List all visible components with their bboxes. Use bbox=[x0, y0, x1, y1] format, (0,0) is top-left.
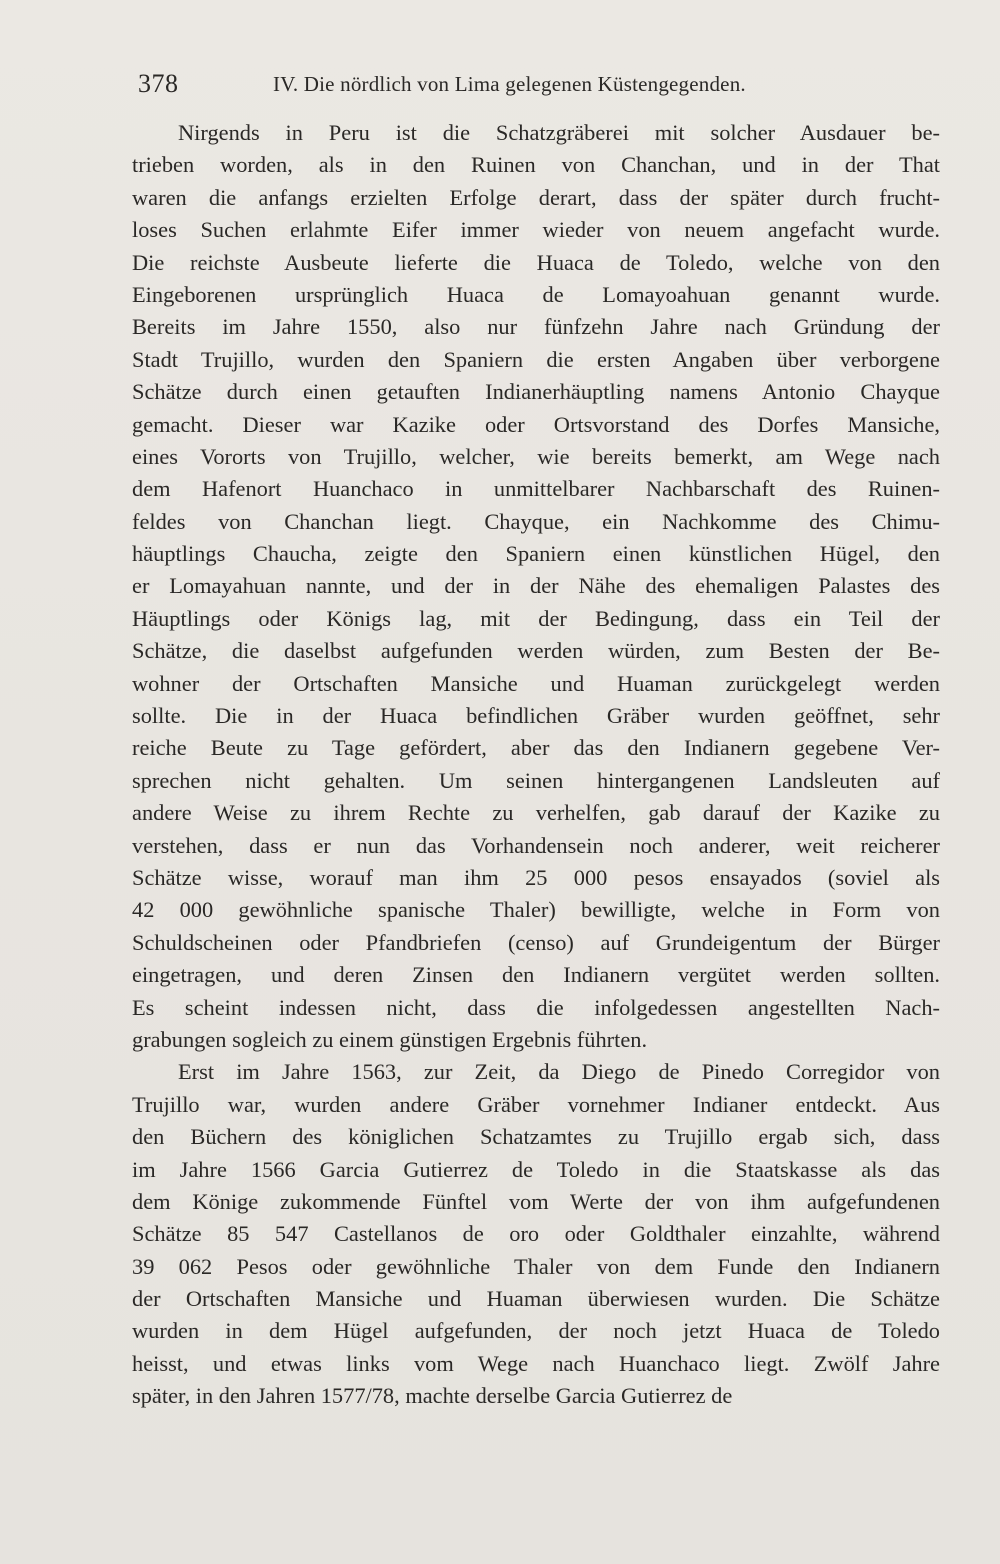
text-line: heisst, und etwas links vom Wege nach Huanchaco liegt. Zwölf Jahre bbox=[132, 1350, 940, 1376]
text-line: Stadt Trujillo, wurden den Spaniern die ersten Angaben über verborgene bbox=[132, 346, 940, 372]
text-line: sprechen nicht gehalten. Um seinen hintergangenen Landsleuten auf bbox=[132, 767, 940, 793]
text-line: Es scheint indessen nicht, dass die infolgedessen angestellten Nach- bbox=[132, 994, 940, 1020]
text-line: gemacht. Dieser war Kazike oder Ortsvorstand des Dorfes Mansiche, bbox=[132, 411, 940, 437]
text-line: Nirgends in Peru ist die Schatzgräberei mit solcher Ausdauer be- bbox=[178, 120, 940, 145]
text-line: feldes von Chanchan liegt. Chayque, ein Nachkomme des Chimu- bbox=[132, 508, 940, 534]
text-line: wohner der Ortschaften Mansiche und Huaman zurückgelegt werden bbox=[132, 670, 940, 696]
text-line: Schätze 85 547 Castellanos de oro oder Goldthaler einzahlte, während bbox=[132, 1221, 940, 1247]
text-line: Erst im Jahre 1563, zur Zeit, da Diego de Pinedo Corregidor von bbox=[178, 1059, 940, 1085]
text-line: grabungen sogleich zu einem günstigen Ergebnis führten. bbox=[132, 1026, 648, 1052]
text-line: trieben worden, als in den Ruinen von Chanchan, und in der That bbox=[132, 152, 940, 178]
page-number: 378 bbox=[138, 69, 179, 98]
text-line: verstehen, dass er nun das Vorhandensein noch anderer, weit reicherer bbox=[132, 832, 940, 858]
running-head bbox=[138, 64, 950, 104]
text-line: sollte. Die in der Huaca befindlichen Gräber wurden geöffnet, sehr bbox=[132, 703, 940, 729]
text-line: waren die anfangs erzielten Erfolge derart, dass der später durch frucht- bbox=[132, 184, 940, 210]
text-line: reiche Beute zu Tage gefördert, aber das den Indianern gegebene Ver- bbox=[132, 735, 940, 761]
paragraph bbox=[132, 1056, 940, 1412]
text-line: häuptlings Chaucha, zeigte den Spaniern einen künstlichen Hügel, den bbox=[132, 541, 940, 567]
text-line: 39 062 Pesos oder gewöhnliche Thaler von dem Funde den Indianern bbox=[132, 1253, 940, 1279]
text-line: Trujillo war, wurden andere Gräber vornehmer Indianer entdeckt. Aus bbox=[132, 1091, 940, 1117]
text-line: andere Weise zu ihrem Rechte zu verhelfen, gab darauf der Kazike zu bbox=[132, 800, 940, 826]
text-line: er Lomayahuan nannte, und der in der Nähe des ehemaligen Palastes des bbox=[132, 573, 940, 599]
text-line: Eingeborenen ursprünglich Huaca de Lomayoahuan genannt wurde. bbox=[132, 281, 940, 307]
text-line: Bereits im Jahre 1550, also nur fünfzehn Jahre nach Gründung der bbox=[132, 314, 940, 340]
text-line: im Jahre 1566 Garcia Gutierrez de Toledo in die Staatskasse als das bbox=[132, 1156, 940, 1182]
text-line: Schätze wisse, worauf man ihm 25 000 pesos ensayados (soviel als bbox=[132, 864, 940, 890]
paragraph bbox=[132, 117, 940, 1056]
running-title: IV. Die nördlich von Lima gelegenen Küstengegenden. bbox=[273, 72, 746, 96]
text-line: Schuldscheinen oder Pfandbriefen (censo) auf Grundeigentum der Bürger bbox=[132, 929, 940, 955]
text-line: dem Hafenort Huanchaco in unmittelbarer Nachbarschaft des Ruinen- bbox=[132, 476, 940, 502]
text-line: 42 000 gewöhnliche spanische Thaler) bewilligte, welche in Form von bbox=[132, 897, 940, 923]
text-line: Schätze, die daselbst aufgefunden werden würden, zum Besten der Be- bbox=[132, 638, 940, 664]
text-line: eines Vororts von Trujillo, welcher, wie bereits bemerkt, am Wege nach bbox=[132, 443, 940, 469]
text-line: Häuptlings oder Königs lag, mit der Bedingung, dass ein Teil der bbox=[132, 605, 940, 631]
text-line: dem Könige zukommende Fünftel vom Werte der von ihm aufgefundenen bbox=[132, 1188, 940, 1214]
text-line: der Ortschaften Mansiche und Huaman überwiesen wurden. Die Schätze bbox=[132, 1286, 940, 1312]
text-line: eingetragen, und deren Zinsen den Indianern vergütet werden sollten. bbox=[132, 962, 940, 988]
text-line: später, in den Jahren 1577/78, machte derselbe Garcia Gutierrez de bbox=[132, 1383, 733, 1409]
text-line: wurden in dem Hügel aufgefunden, der noch jetzt Huaca de Toledo bbox=[132, 1318, 940, 1344]
text-line: Die reichste Ausbeute lieferte die Huaca de Toledo, welche von den bbox=[132, 249, 940, 275]
text-line: Schätze durch einen getauften Indianerhäuptling namens Antonio Chayque bbox=[132, 379, 940, 405]
text-line: den Büchern des königlichen Schatzamtes zu Trujillo ergab sich, dass bbox=[132, 1124, 940, 1150]
body-text bbox=[132, 117, 940, 1413]
text-line: loses Suchen erlahmte Eifer immer wieder von neuem angefacht wurde. bbox=[132, 217, 940, 243]
